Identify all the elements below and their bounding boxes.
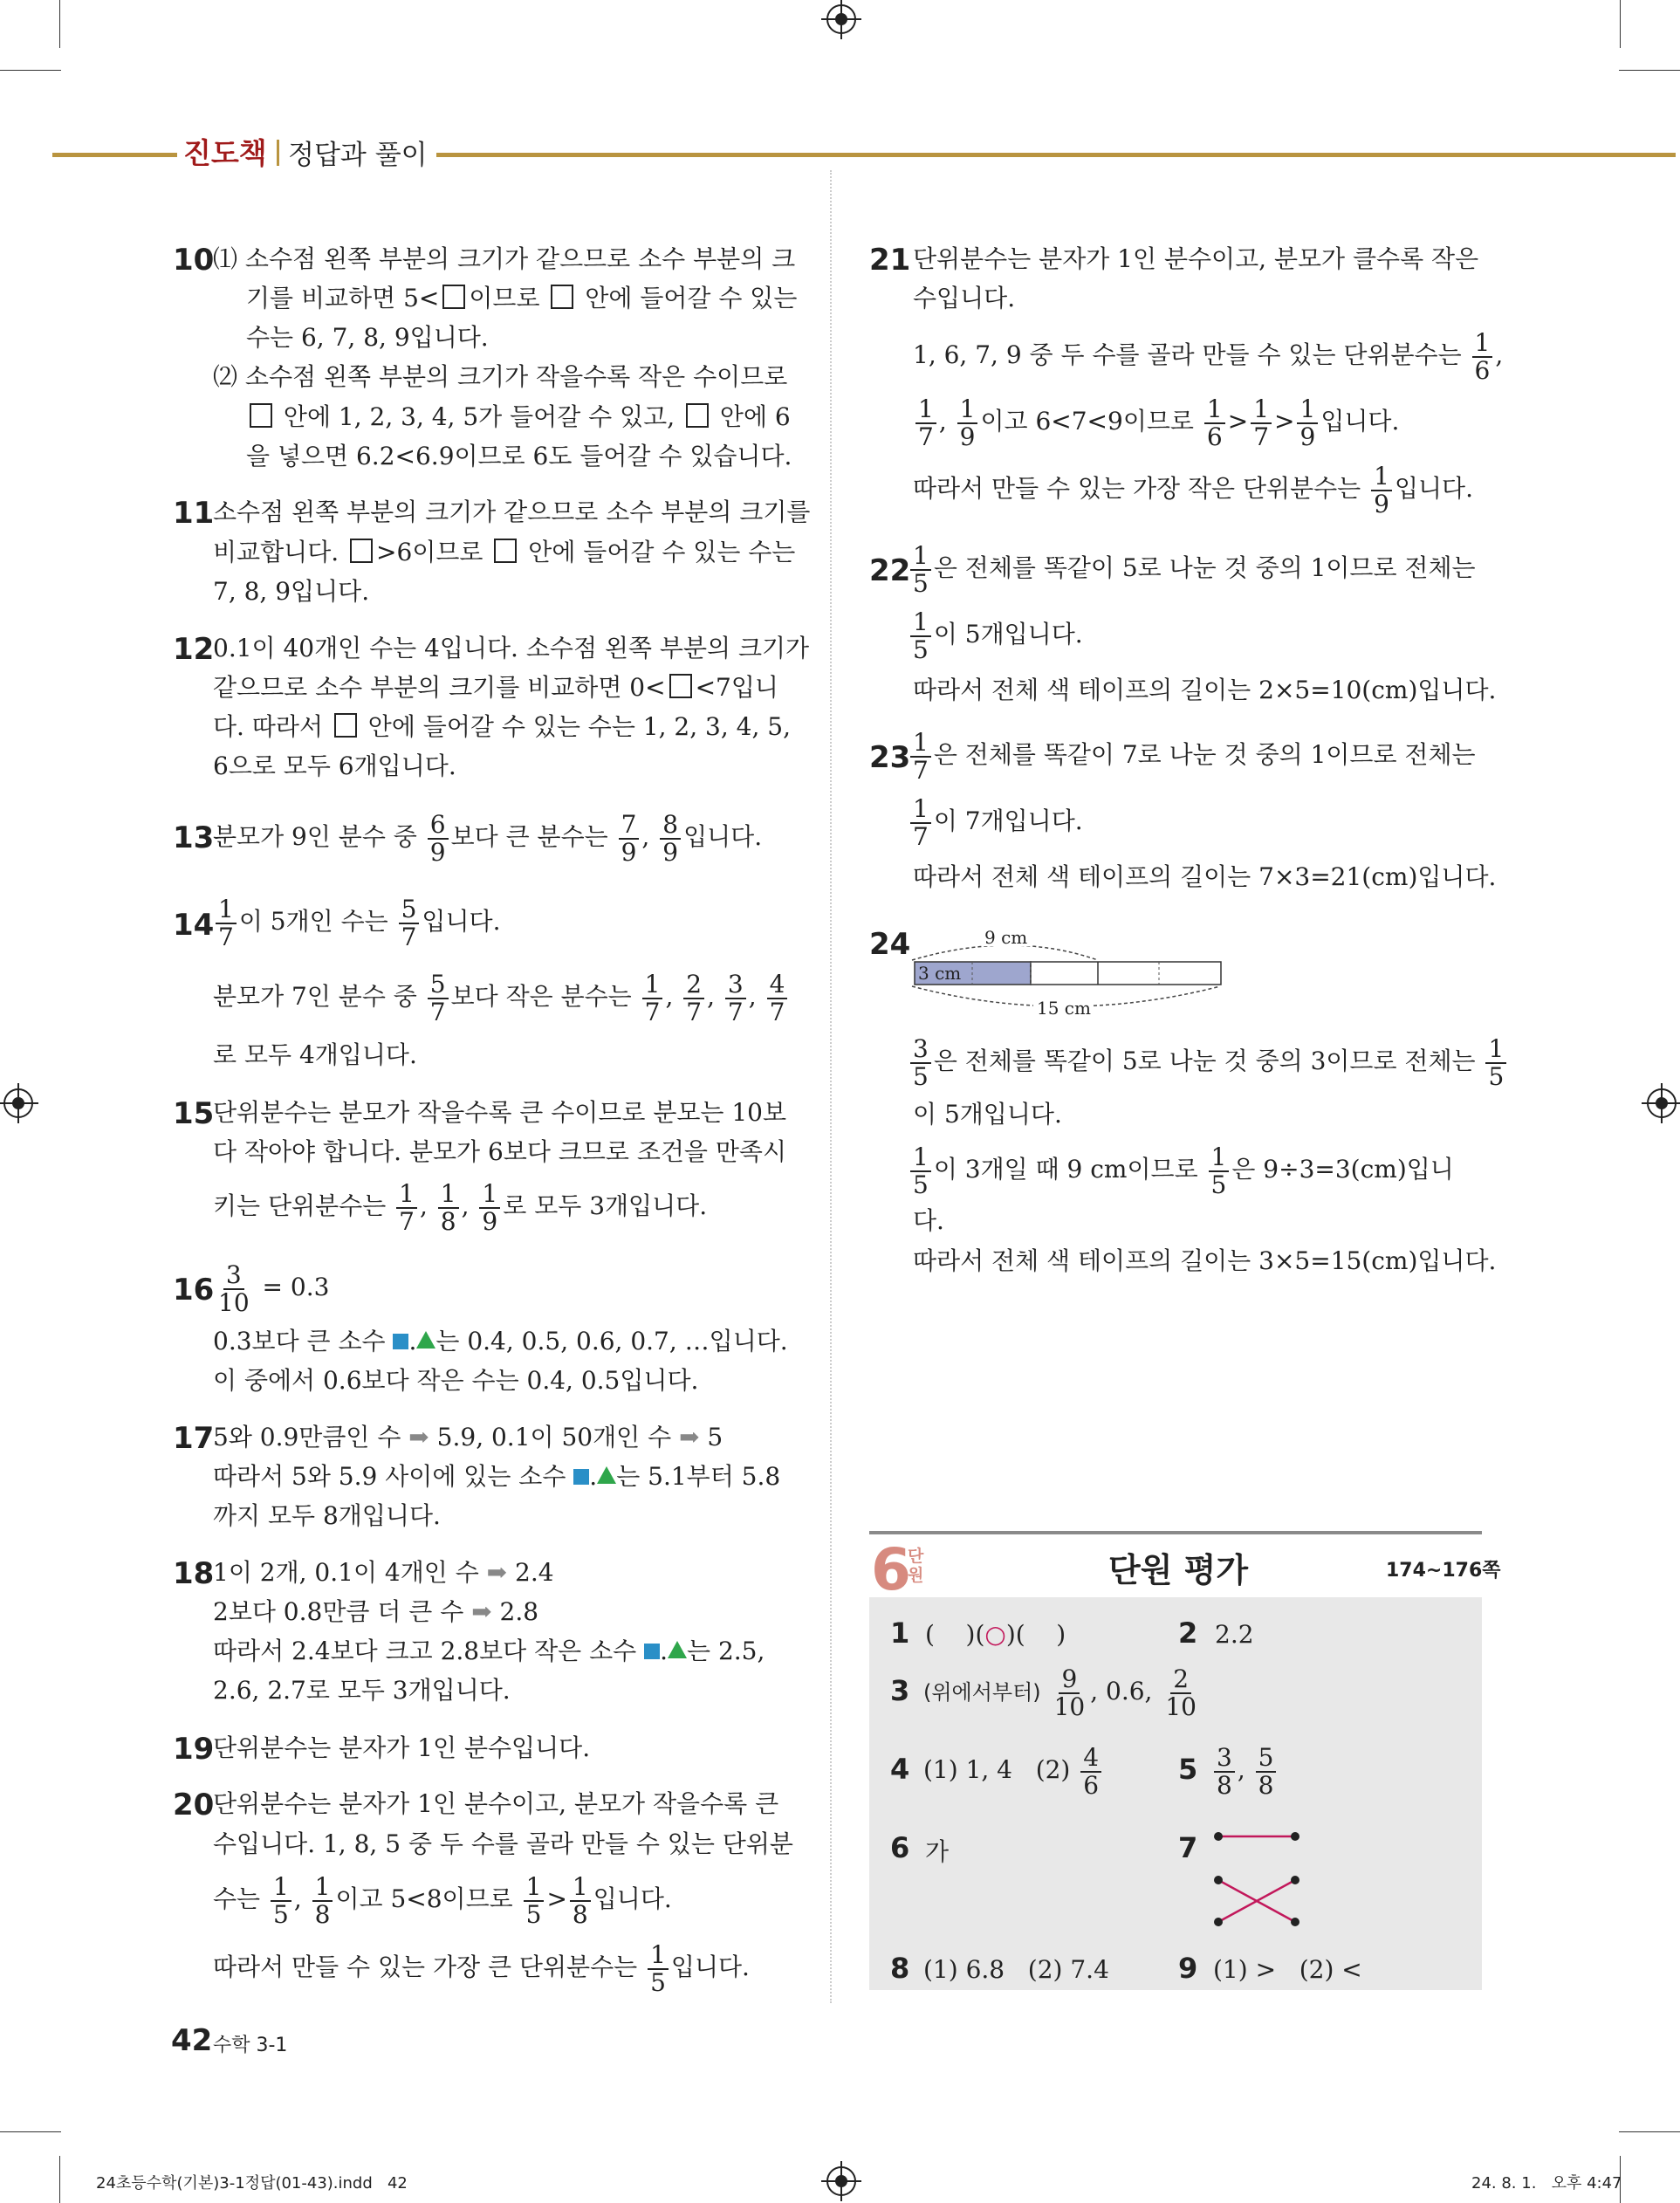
tape-top-label: 9 cm bbox=[984, 927, 1028, 948]
text-line: $\frac{1}{5}$ 은 전체를 똑같이 5로 나눈 것 중의 1이므로 전체는 bbox=[908, 540, 1476, 597]
text-line: 따라서 5와 5.9 사이에 있는 소수 . 는 5.1부터 5.8 bbox=[213, 1462, 781, 1491]
text-line: 수입니다. bbox=[913, 284, 1016, 312]
page-number: 42 bbox=[171, 2023, 213, 2058]
q4-answer: (1) 1, 4 (2) $\frac{4}{6}$ bbox=[923, 1742, 1104, 1799]
text-line: $\frac{1}{7}$ , $\frac{1}{9}$ 이고 6<7<9이므로 $\frac{1}{6}$ > $\frac{1}{7}$ > $\frac{1}{9}$ 입니다. bbox=[913, 394, 1399, 450]
text-line: 1, 6, 7, 9 중 두 수를 골라 만들 수 있는 단위분수는 $\frac{1}{6}$ , bbox=[913, 327, 1504, 385]
text-line: 다. 따라서 안에 들어갈 수 있는 수는 1, 2, 3, 4, 5, bbox=[213, 712, 791, 741]
file-name: 24초등수학(기본)3-1정답(01-43).indd 42 bbox=[96, 2174, 408, 2193]
text-line: ⑴ 소수점 왼쪽 부분의 크기가 같으므로 소수 부분의 크 bbox=[213, 244, 796, 273]
header-divider bbox=[277, 140, 279, 166]
text-line: $\frac{1}{5}$ 이 3개일 때 9 cm이므로 $\frac{1}{5}$ 은 9÷3=3(cm)입니 bbox=[908, 1142, 1454, 1198]
registration-mark-top bbox=[826, 4, 856, 34]
text-line: ⑵ 소수점 왼쪽 부분의 크기가 작을수록 작은 수이므로 bbox=[213, 362, 788, 391]
item-number: 19 bbox=[173, 1732, 215, 1767]
item-number: 17 bbox=[173, 1421, 215, 1456]
text-line: 이 5개입니다. bbox=[913, 1100, 1062, 1129]
q-number: 4 bbox=[890, 1753, 910, 1786]
text-line: 단위분수는 분모가 작을수록 큰 수이므로 분모는 10보 bbox=[213, 1098, 787, 1127]
item-number: 24 bbox=[869, 927, 911, 962]
q-number: 5 bbox=[1178, 1753, 1198, 1786]
text-line: 비교합니다. >6이므로 안에 들어갈 수 있는 수는 bbox=[213, 538, 796, 566]
text-line: 분모가 7인 분수 중 $\frac{5}{7}$ 보다 작은 분수는 $\frac{1}{7}$ , $\frac{2}{7}$ , $\frac{3}{7}$ , $\frac{4}{7}$ bbox=[213, 969, 790, 1026]
text-line: 같으므로 소수 부분의 크기를 비교하면 0< <7입니 bbox=[213, 673, 778, 702]
text-line: 따라서 전체 색 테이프의 길이는 7×3=21(cm)입니다. bbox=[913, 862, 1497, 891]
text-line: 분모가 9인 분수 중 $\frac{6}{9}$ 보다 큰 분수는 $\frac{7}{9}$ , $\frac{8}{9}$ 입니다. bbox=[213, 809, 763, 867]
item-number: 18 bbox=[173, 1556, 215, 1591]
text-line: 단위분수는 분자가 1인 분수이고, 분모가 작을수록 큰 bbox=[213, 1789, 779, 1818]
text-line: 이 중에서 0.6보다 작은 수는 0.4, 0.5입니다. bbox=[213, 1366, 699, 1395]
text-line: $\frac{3}{10}$ = 0.3 bbox=[218, 1259, 330, 1317]
tape-inner-label: 3 cm bbox=[918, 963, 962, 984]
item-number: 22 bbox=[869, 553, 911, 588]
text-line: 따라서 전체 색 테이프의 길이는 3×5=15(cm)입니다. bbox=[913, 1246, 1497, 1275]
q7-matching-lines bbox=[1210, 1826, 1306, 1931]
q8-answer: (1) 6.8 (2) 7.4 bbox=[923, 1955, 1109, 1984]
text-line: 까지 모두 8개입니다. bbox=[213, 1501, 441, 1530]
q-number: 6 bbox=[890, 1831, 910, 1864]
text-line: 5와 0.9만큼인 수 ➡ 5.9, 0.1이 50개인 수 ➡ 5 bbox=[213, 1423, 723, 1452]
text-line: 따라서 2.4보다 크고 2.8보다 작은 소수 . 는 2.5, bbox=[213, 1637, 765, 1665]
q-number: 8 bbox=[890, 1952, 910, 1985]
unit-eval-title: 단원 평가 bbox=[1108, 1551, 1249, 1589]
text-line: 수는 6, 7, 8, 9입니다. bbox=[246, 323, 489, 352]
q-number: 3 bbox=[890, 1674, 910, 1707]
item-number: 12 bbox=[173, 632, 215, 667]
text-line: 기를 비교하면 5< 이므로 안에 들어갈 수 있는 bbox=[246, 284, 798, 312]
registration-mark-left bbox=[3, 1088, 33, 1118]
text-line: 0.3보다 큰 소수 . 는 0.4, 0.5, 0.6, 0.7, …입니다. bbox=[213, 1327, 788, 1355]
unit-eval-pages: 174~176쪽 bbox=[1386, 1560, 1501, 1582]
text-line: $\frac{1}{7}$ 은 전체를 똑같이 7로 나눈 것 중의 1이므로 전체는 bbox=[908, 727, 1476, 784]
q9-answer: (1) > (2) < bbox=[1213, 1955, 1362, 1984]
text-line: 7, 8, 9입니다. bbox=[213, 577, 370, 606]
tape-diagram bbox=[908, 923, 1231, 1019]
text-line: 소수점 왼쪽 부분의 크기가 같으므로 소수 부분의 크기를 bbox=[213, 498, 811, 526]
item-number: 16 bbox=[173, 1273, 215, 1307]
item-number: 13 bbox=[173, 820, 215, 855]
text-line: 2보다 0.8만큼 더 큰 수 ➡ 2.8 bbox=[213, 1597, 539, 1626]
item-number: 15 bbox=[173, 1096, 215, 1131]
footer-subject: 수학 3-1 bbox=[213, 2035, 288, 2056]
q5-answer: $\frac{3}{8}$ , $\frac{5}{8}$ bbox=[1211, 1742, 1279, 1799]
text-line: 따라서 전체 색 테이프의 길이는 2×5=10(cm)입니다. bbox=[913, 676, 1497, 704]
q3-answer: (위에서부터) $\frac{9}{10}$ , 0.6, $\frac{2}{10}$ bbox=[923, 1664, 1197, 1721]
item-number: 14 bbox=[173, 908, 215, 943]
column-divider bbox=[830, 170, 832, 2003]
text-line: 1이 2개, 0.1이 4개인 수 ➡ 2.4 bbox=[213, 1558, 554, 1587]
item-number: 21 bbox=[869, 243, 911, 278]
text-line: $\frac{1}{7}$ 이 7개입니다. bbox=[908, 793, 1083, 850]
q-number: 2 bbox=[1178, 1616, 1198, 1650]
q1-answer: ( )(○)( ) bbox=[925, 1620, 1066, 1649]
item-number: 20 bbox=[173, 1788, 215, 1822]
item-number: 11 bbox=[173, 496, 215, 531]
text-line: 6으로 모두 6개입니다. bbox=[213, 751, 456, 780]
item-number: 10 bbox=[173, 243, 215, 278]
text-line: 다 작아야 합니다. 분모가 6보다 크므로 조건을 만족시 bbox=[213, 1137, 787, 1166]
q-number: 7 bbox=[1178, 1831, 1198, 1864]
print-stamp: 24. 8. 1. 오후 4:47 bbox=[1471, 2174, 1622, 2193]
text-line: 다. bbox=[913, 1206, 944, 1235]
item-number: 23 bbox=[869, 740, 911, 775]
q2-answer: 2.2 bbox=[1215, 1620, 1254, 1649]
unit-label: 단 원 bbox=[908, 1547, 924, 1585]
registration-mark-bottom bbox=[826, 2166, 856, 2196]
text-line: $\frac{1}{7}$ 이 5개인 수는 $\frac{5}{7}$ 입니다. bbox=[213, 894, 500, 951]
text-line: 수입니다. 1, 8, 5 중 두 수를 골라 만들 수 있는 단위분 bbox=[213, 1829, 793, 1858]
text-line: 을 넣으면 6.2<6.9이므로 6도 들어갈 수 있습니다. bbox=[246, 442, 792, 470]
text-line: 안에 1, 2, 3, 4, 5가 들어갈 수 있고, 안에 6 bbox=[246, 397, 791, 437]
unit-number: 6 bbox=[871, 1536, 911, 1603]
q6-answer: 가 bbox=[925, 1837, 950, 1866]
registration-mark-right bbox=[1647, 1088, 1677, 1118]
text-line: 따라서 만들 수 있는 가장 큰 단위분수는 $\frac{1}{5}$ 입니다. bbox=[213, 1939, 750, 1997]
text-line: $\frac{3}{5}$ 은 전체를 똑같이 5로 나눈 것 중의 3이므로 전체는 $\frac{1}{5}$ bbox=[908, 1033, 1509, 1090]
tape-bottom-label: 15 cm bbox=[1037, 998, 1091, 1019]
text-line: 2.6, 2.7로 모두 3개입니다. bbox=[213, 1676, 511, 1705]
header-rule-right bbox=[436, 153, 1676, 157]
q-number: 1 bbox=[890, 1616, 910, 1650]
text-line: 따라서 만들 수 있는 가장 작은 단위분수는 $\frac{1}{9}$ 입니다. bbox=[913, 461, 1473, 518]
header-rule-left bbox=[52, 153, 177, 157]
text-line: 키는 단위분수는 $\frac{1}{7}$ , $\frac{1}{8}$ , $\frac{1}{9}$ 로 모두 3개입니다. bbox=[213, 1178, 708, 1236]
section-title: 정답과 풀이 bbox=[288, 140, 428, 171]
text-line: 단위분수는 분자가 1인 분수이고, 분모가 클수록 작은 bbox=[913, 244, 1479, 273]
text-line: $\frac{1}{5}$ 이 5개입니다. bbox=[908, 607, 1083, 663]
text-line: 0.1이 40개인 수는 4입니다. 소수점 왼쪽 부분의 크기가 bbox=[213, 634, 810, 662]
text-line: 수는 $\frac{1}{5}$ , $\frac{1}{8}$ 이고 5<8이므로 $\frac{1}{5}$ > $\frac{1}{8}$ 입니다. bbox=[213, 1871, 672, 1929]
book-title: 진도책 bbox=[183, 136, 267, 170]
text-line: 단위분수는 분자가 1인 분수입니다. bbox=[213, 1733, 591, 1762]
text-line: 로 모두 4개입니다. bbox=[213, 1040, 417, 1069]
q-number: 9 bbox=[1178, 1952, 1198, 1985]
